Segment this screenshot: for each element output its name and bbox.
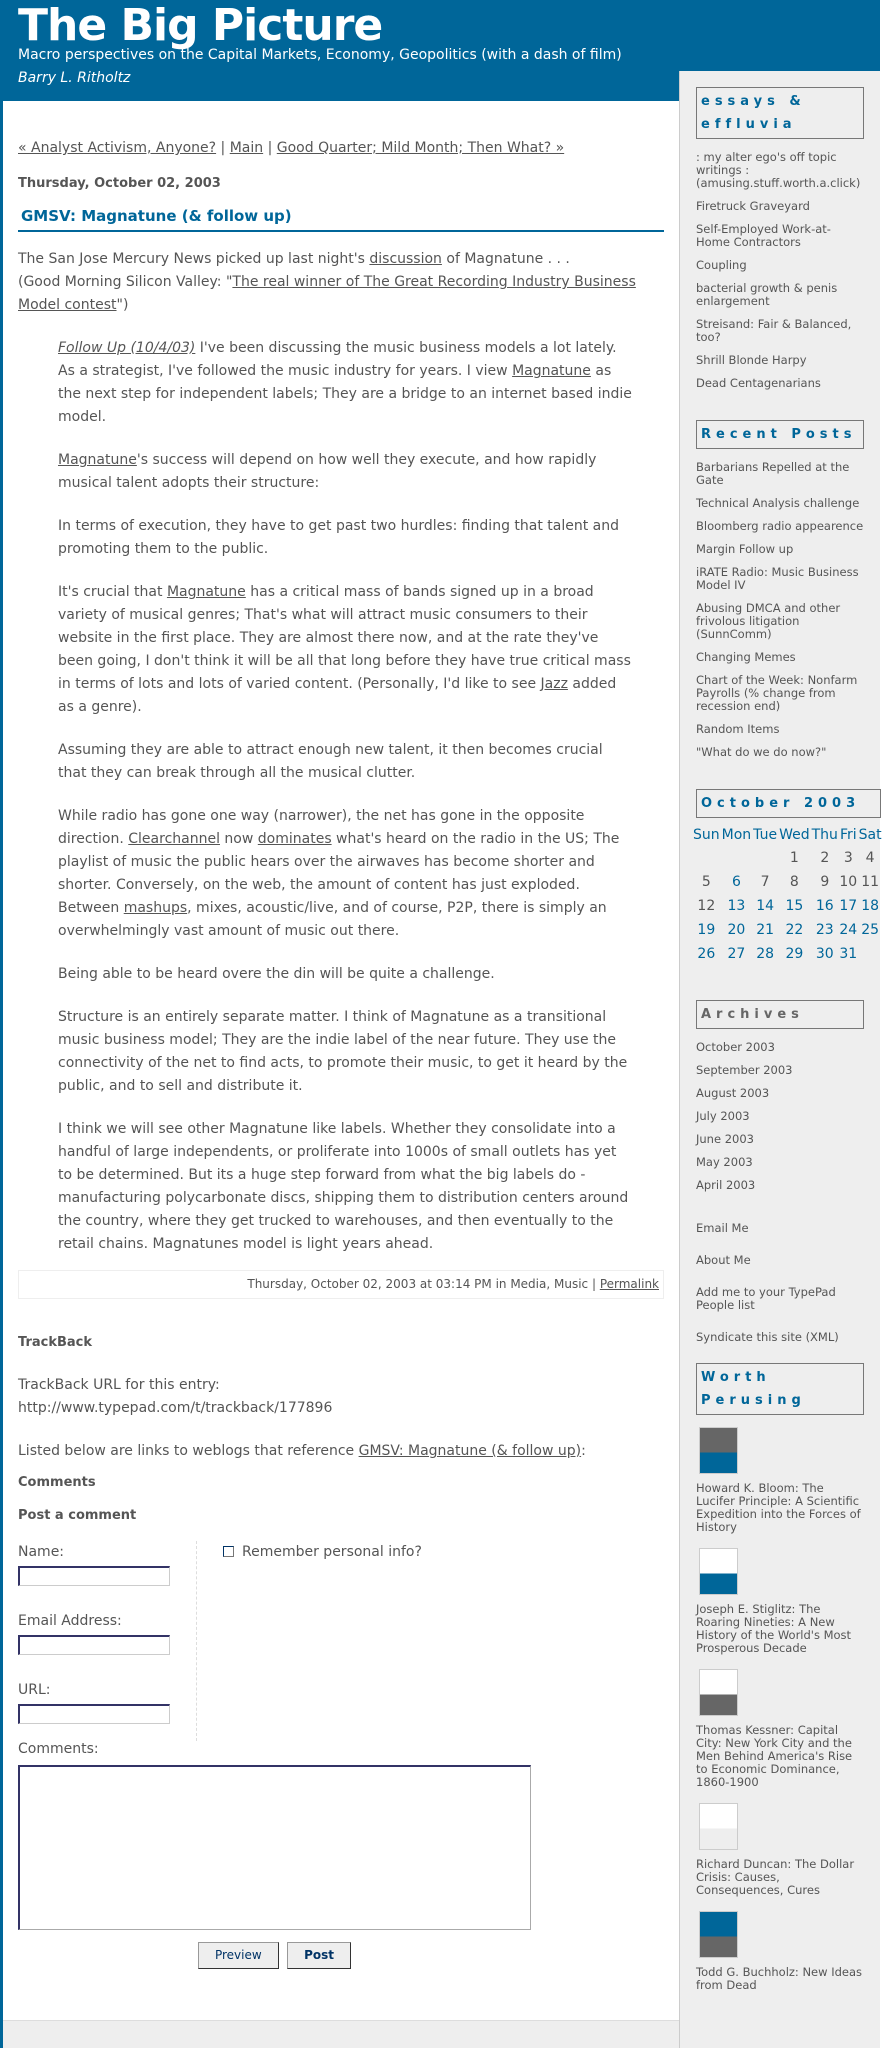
calendar-day <box>692 846 721 870</box>
calendar-day <box>752 846 778 870</box>
calendar-day[interactable]: 20 <box>727 922 746 938</box>
calendar-day: 7 <box>760 874 770 890</box>
text: , mixes, acoustic/live, and of course, P2P, there is simply an overwhelmingly vast amount of music out there. <box>58 900 607 939</box>
sidebar-link[interactable]: Firetruck Graveyard <box>696 199 810 213</box>
book-cover-image[interactable] <box>699 1669 738 1716</box>
trackback-listing <box>18 1440 664 1463</box>
sidebar-link[interactable]: Email Me <box>696 1221 749 1235</box>
follow-up-link[interactable]: Follow Up (10/4/03) <box>58 340 196 356</box>
calendar-day: 8 <box>789 874 799 890</box>
worth-perusing-title: Worth Perusing <box>696 1363 864 1415</box>
book-item[interactable] <box>696 1911 864 1992</box>
calendar-day[interactable]: 16 <box>815 898 834 914</box>
paragraph <box>58 581 634 719</box>
text: The San Jose Mercury News picked up last night's <box>18 251 370 267</box>
paragraph: Structure is an entirely separate matter. I think of Magnatune as a transitional music business model; They are the indie label of the near future. They use the connectivity of the net to find acts, to promote their music, to get it heard by the public, and to sell and distribute it. <box>58 1009 628 1094</box>
book-cover-image[interactable] <box>699 1548 738 1595</box>
sidebar-link[interactable]: Barbarians Repelled at the Gate <box>696 460 850 487</box>
magnatune-link[interactable]: Magnatune <box>166 584 246 600</box>
bottom-strip <box>3 2020 679 2048</box>
sidebar-link[interactable]: June 2003 <box>696 1132 754 1146</box>
comment-form <box>18 1541 664 1971</box>
comments-textarea[interactable] <box>18 1765 531 1930</box>
weekday-header: Tue <box>753 827 778 843</box>
sidebar-link[interactable]: Technical Analysis challenge <box>696 496 860 510</box>
text: 's success will depend on how well they execute, and how rapidly musical talent adopts their structure: <box>58 452 597 491</box>
sidebar-link[interactable]: Coupling <box>696 258 747 272</box>
discussion-link[interactable]: discussion <box>369 251 442 267</box>
sidebar-link[interactable]: Margin Follow up <box>696 542 794 556</box>
sidebar-link[interactable]: Syndicate this site (XML) <box>696 1330 839 1344</box>
trackback-heading: TrackBack <box>18 1335 93 1350</box>
text: : <box>581 1443 586 1459</box>
remember-checkbox[interactable] <box>223 1546 234 1557</box>
calendar-day[interactable]: 29 <box>785 946 804 962</box>
text: Listed below are links to weblogs that reference <box>18 1443 359 1459</box>
dominates-link[interactable]: dominates <box>257 831 332 847</box>
calendar-day[interactable]: 28 <box>756 946 775 962</box>
blog-description: Macro perspectives on the Capital Markets, Economy, Geopolitics (with a dash of film) <box>18 47 622 63</box>
weekday-header: Mon <box>721 827 752 843</box>
sidebar-link[interactable]: Self-Employed Work-at-Home Contractors <box>696 222 831 249</box>
text: as the next step for independent labels; They are a bridge to an internet based indie model. <box>58 363 632 425</box>
post-body <box>18 248 664 1256</box>
post-date: Thursday, October 02, 2003 <box>18 176 221 191</box>
main-link[interactable]: Main <box>229 140 264 156</box>
book-cover-image[interactable] <box>699 1803 738 1850</box>
sidebar-link[interactable]: Streisand: Fair & Balanced, too? <box>696 317 852 344</box>
calendar-day[interactable]: 18 <box>861 898 880 914</box>
jazz-link[interactable]: Jazz <box>540 676 568 692</box>
calendar-day: 12 <box>697 898 716 914</box>
sidebar-link[interactable]: Add me to your TypePad People list <box>696 1285 836 1312</box>
calendar-title: October 2003 <box>696 789 881 818</box>
book-title[interactable]: Thomas Kessner: Capital City: New York City and the Men Behind America's Rise to Economic Dominance, 1860-1900 <box>696 1723 853 1789</box>
weekday-header: Fri <box>839 827 857 843</box>
book-item[interactable] <box>696 1548 864 1655</box>
calendar-day[interactable]: 25 <box>861 922 880 938</box>
remember-info[interactable] <box>223 1541 422 1564</box>
archives-list <box>696 1041 864 1192</box>
calendar-day <box>858 942 883 966</box>
calendar-day: 4 <box>865 850 875 866</box>
prev-post-link[interactable]: « Analyst Activism, Anyone? <box>18 140 217 156</box>
calendar-day[interactable]: 6 <box>731 874 741 890</box>
text: (Good Morning Silicon Valley: " <box>18 274 233 290</box>
weekday-header: Sat <box>858 827 882 843</box>
sidebar <box>679 71 880 2048</box>
books-list <box>696 1427 864 1992</box>
paragraph: Assuming they are able to attract enough new talent, it then becomes crucial that they can break through all the musical clutter. <box>58 742 603 781</box>
archives-section <box>696 1000 864 1192</box>
comments-label: Comments: <box>18 1741 99 1757</box>
text: what's heard on the radio in the US; The playlist of music the public hears over the airwaves has become shorter and shorter. Conversely, on the web, the amount of content has just exploded. Between <box>58 831 620 916</box>
calendar-day <box>721 846 753 870</box>
weekday-header: Sun <box>693 827 720 843</box>
mashups-link[interactable]: mashups <box>123 900 188 916</box>
comments-heading: Comments <box>18 1475 96 1490</box>
trackback-url-label: TrackBack URL for this entry: <box>18 1377 220 1393</box>
sidebar-link[interactable]: Abusing DMCA and other frivolous litigation (SunnComm) <box>696 601 841 641</box>
magnatune-link[interactable]: Magnatune <box>512 363 591 379</box>
book-title[interactable]: Todd G. Buchholz: New Ideas from Dead <box>696 1965 863 1992</box>
paragraph: In terms of execution, they have to get past two hurdles: finding that talent and promoting them to the public. <box>58 518 620 557</box>
calendar-day[interactable]: 13 <box>727 898 746 914</box>
text: now <box>219 831 258 847</box>
sidebar-link[interactable]: Bloomberg radio appearence <box>696 519 864 533</box>
weekday-header: Thu <box>811 827 838 843</box>
sidebar-link[interactable]: April 2003 <box>696 1178 756 1192</box>
email-input[interactable] <box>18 1635 170 1655</box>
sidebar-link[interactable]: Changing Memes <box>696 650 796 664</box>
sidebar-link[interactable]: "What do we do now?" <box>696 745 827 759</box>
calendar-day[interactable]: 21 <box>756 922 775 938</box>
calendar-day: 2 <box>820 850 830 866</box>
blog-title[interactable]: The Big Picture <box>18 0 383 51</box>
recent-posts-title: Recent Posts <box>696 420 864 449</box>
text: I've been discussing the music business models a lot lately. As a strategist, I've followed the music industry for years. I view <box>58 340 617 379</box>
calendar-day[interactable]: 24 <box>839 922 858 938</box>
blockquote <box>58 337 634 1256</box>
blog-author: Barry L. Ritholtz <box>18 70 131 86</box>
sidebar-link[interactable]: July 2003 <box>696 1109 750 1123</box>
sidebar-link[interactable]: September 2003 <box>696 1063 793 1077</box>
book-title[interactable]: Howard K. Bloom: The Lucifer Principle: A Scientific Expedition into the Forces of History <box>696 1481 861 1534</box>
sidebar-link[interactable]: About Me <box>696 1253 751 1267</box>
recent-posts-list <box>696 461 864 759</box>
calendar-day[interactable]: 23 <box>815 922 834 938</box>
calendar-day[interactable]: 14 <box>756 898 775 914</box>
trackback-url <box>18 1374 664 1420</box>
trackback-url-value: http://www.typepad.com/t/trackback/177896 <box>18 1400 333 1416</box>
sidebar-link[interactable]: Random Items <box>696 722 780 736</box>
calendar-day[interactable]: 30 <box>815 946 834 962</box>
post-meta: Thursday, October 02, 2003 at 03:14 PM in Media, Music | <box>247 1277 600 1291</box>
calendar-day: 1 <box>789 850 799 866</box>
calendar-day[interactable]: 31 <box>839 946 858 962</box>
preview-button[interactable]: Preview <box>198 1942 279 1969</box>
calendar-day: 10 <box>839 874 858 890</box>
paragraph: I think we will see other Magnatune like labels. Whether they consolidate into a handful of large independents, or proliferate into 1000s of small outlets has yet to be determined. But its a huge step forward from what the big labels do - manufacturing polycarbonate discs, shipping them to distribution centers around the country, where they get trucked to warehouses, and then eventually to the retail chains. Magnatunes model is light years ahead. <box>58 1121 629 1252</box>
paragraph <box>58 805 634 943</box>
links-list <box>696 1222 864 1344</box>
book-item[interactable] <box>696 1803 864 1897</box>
calendar-day[interactable]: 19 <box>697 922 716 938</box>
calendar-day: 5 <box>701 874 711 890</box>
sidebar-link[interactable]: Shrill Blonde Harpy <box>696 353 807 367</box>
links-section <box>696 1222 864 1344</box>
clearchannel-link[interactable]: Clearchannel <box>128 831 220 847</box>
email-label: Email Address: <box>18 1613 122 1629</box>
book-item[interactable] <box>696 1427 864 1534</box>
calendar-day: 3 <box>843 850 853 866</box>
permalink[interactable]: Permalink <box>599 1277 659 1291</box>
text: It's crucial that <box>58 584 167 600</box>
text: of Magnatune . . . <box>441 251 570 267</box>
post-title: GMSV: Magnatune (& follow up) <box>18 205 664 232</box>
calendar-day[interactable]: 26 <box>697 946 716 962</box>
calendar-day[interactable]: 27 <box>727 946 746 962</box>
separator: | <box>220 140 226 156</box>
calendar <box>692 824 883 966</box>
sidebar-link[interactable]: October 2003 <box>696 1040 775 1054</box>
sidebar-link[interactable]: iRATE Radio: Music Business Model IV <box>696 565 859 592</box>
paragraph: Being able to be heard overe the din will be quite a challenge. <box>58 966 495 982</box>
calendar-day[interactable]: 15 <box>785 898 804 914</box>
sidebar-link[interactable]: Chart of the Week: Nonfarm Payrolls (% change from recession end) <box>696 673 858 713</box>
magnatune-link[interactable]: Magnatune <box>58 452 137 468</box>
book-title[interactable]: Joseph E. Stiglitz: The Roaring Nineties: A New History of the World's Most Prosperous Decade <box>696 1602 852 1655</box>
trackback-section <box>18 1331 664 1463</box>
separator: | <box>267 140 273 156</box>
book-cover-image[interactable] <box>699 1911 738 1958</box>
main-content <box>18 101 664 1971</box>
calendar-section <box>693 789 882 966</box>
remember-label: Remember personal info? <box>242 1544 422 1560</box>
sidebar-link[interactable]: Dead Centagenarians <box>696 376 821 390</box>
sidebar-link[interactable]: : my alter ego's off topic writings : (amusing.stuff.worth.a.click) <box>696 150 861 190</box>
text: has a critical mass of bands signed up in a broad variety of musical genres; That's what will attract music consumers to their website in the first place. They are almost there now, and at the rate they've been going, I don't think it will be all that long before they have true critical mass in terms of lots and lots of varied content. (Personally, I'd like to see <box>58 584 631 692</box>
post-button[interactable]: Post <box>287 1942 351 1969</box>
book-title[interactable]: Richard Duncan: The Dollar Crisis: Causes, Consequences, Cures <box>696 1857 855 1897</box>
divider <box>196 1541 197 1741</box>
form-buttons <box>18 1942 531 1969</box>
essays-list <box>696 151 864 390</box>
post-reference-link[interactable]: GMSV: Magnatune (& follow up) <box>358 1443 582 1459</box>
post-navigation <box>18 137 664 160</box>
name-label: Name: <box>18 1544 65 1560</box>
url-label: URL: <box>18 1682 51 1698</box>
worth-perusing-section <box>696 1363 864 1992</box>
book-item[interactable] <box>696 1669 864 1789</box>
essays-section <box>696 87 864 390</box>
intro-paragraph <box>18 248 664 317</box>
book-cover-image[interactable] <box>699 1427 738 1474</box>
text: ") <box>116 297 129 313</box>
post-footer <box>18 1270 664 1299</box>
paragraph <box>58 449 634 495</box>
archives-title: Archives <box>696 1000 864 1029</box>
calendar-day: 11 <box>861 874 880 890</box>
gmsv-article-link[interactable]: The real winner of The Great Recording Industry Business Model contest <box>18 274 636 313</box>
text: While radio has gone one way (narrower), the net has gone in the opposite direction. <box>58 808 585 847</box>
text: added as a genre). <box>58 676 617 715</box>
sidebar-link[interactable]: bacterial growth & penis enlargement <box>696 281 838 308</box>
url-input[interactable] <box>18 1704 170 1724</box>
post-comment-heading: Post a comment <box>18 1508 137 1523</box>
essays-title: essays & effluvia <box>696 87 864 139</box>
weekday-header: Wed <box>779 827 810 843</box>
paragraph <box>58 337 634 429</box>
sidebar-link[interactable]: August 2003 <box>696 1086 770 1100</box>
name-input[interactable] <box>18 1566 170 1586</box>
calendar-day[interactable]: 17 <box>839 898 858 914</box>
recent-posts-section <box>696 420 864 759</box>
calendar-day: 9 <box>820 874 830 890</box>
next-post-link[interactable]: Good Quarter; Mild Month; Then What? » <box>276 140 565 156</box>
sidebar-link[interactable]: May 2003 <box>696 1155 753 1169</box>
calendar-day[interactable]: 22 <box>785 922 804 938</box>
